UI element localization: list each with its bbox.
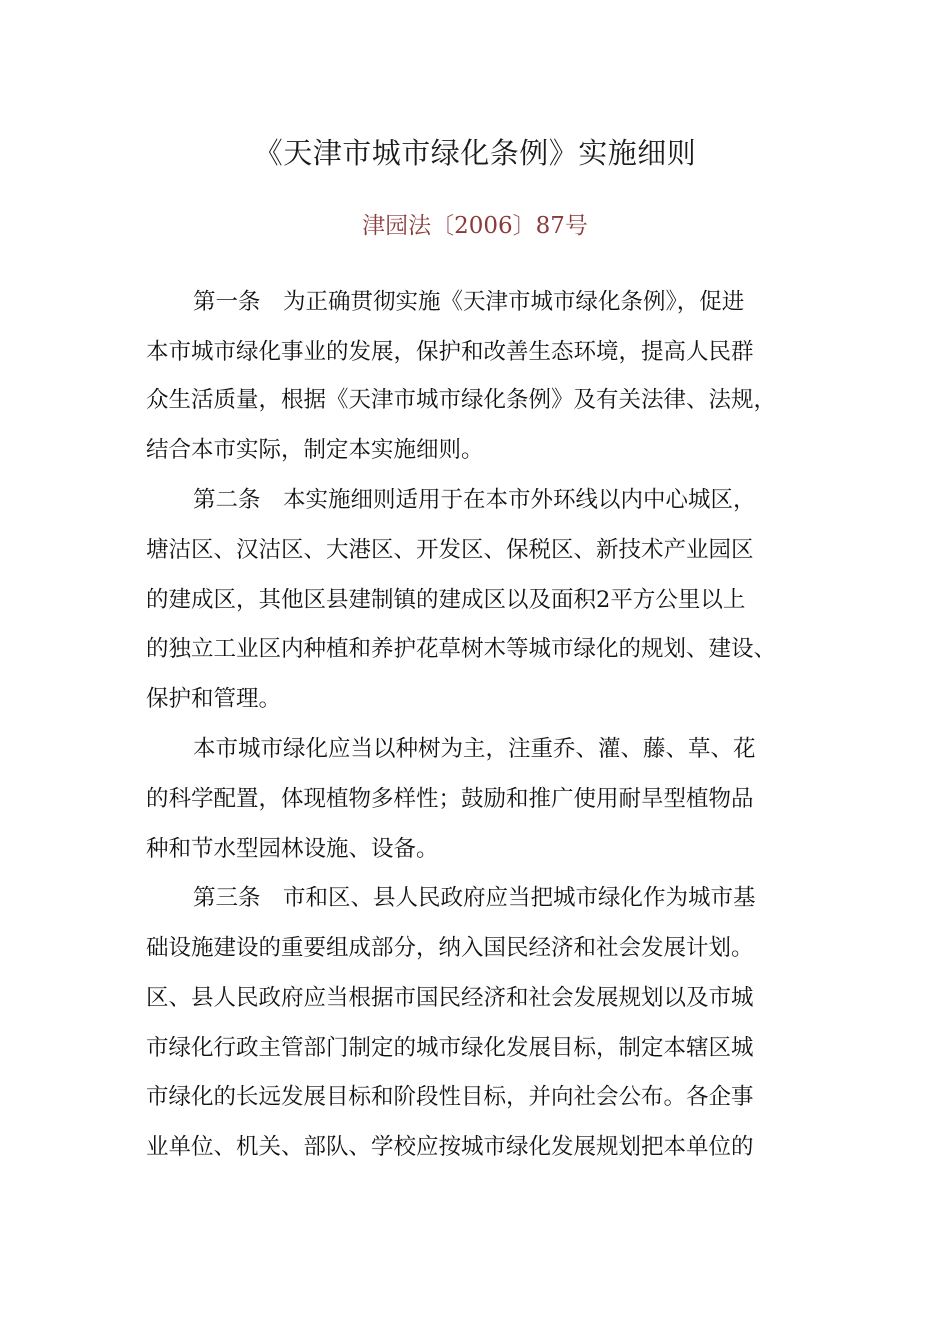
article-2-para-2-line-1: 本市城市绿化应当以种树为主，注重乔、灌、藤、草、花 <box>193 736 756 762</box>
article-1-line-3: 众生活质量，根据《天津市城市绿化条例》及有关法律、法规， <box>146 387 777 413</box>
article-3-line-5: 市绿化的长远发展目标和阶段性目标，并向社会公布。各企事 <box>146 1084 754 1110</box>
article-2-para-2-line-2: 的科学配置，体现植物多样性；鼓励和推广使用耐旱型植物品 <box>146 786 754 812</box>
article-3-line-3: 区、县人民政府应当根据市国民经济和社会发展规划以及市城 <box>146 985 754 1011</box>
article-2-line-5: 保护和管理。 <box>146 686 282 712</box>
article-3-line-1: 第三条 市和区、县人民政府应当把城市绿化作为城市基 <box>193 885 756 911</box>
article-3-line-2: 础设施建设的重要组成部分，纳入国民经济和社会发展计划。 <box>146 935 754 961</box>
document-title: 《天津市城市绿化条例》实施细则 <box>253 136 697 170</box>
article-2-line-3: 的建成区，其他区县建制镇的建成区以及面积2平方公里以上 <box>146 587 746 613</box>
article-1-line-2: 本市城市绿化事业的发展，保护和改善生态环境，提高人民群 <box>146 339 754 365</box>
article-2-line-2: 塘沽区、汉沽区、大港区、开发区、保税区、新技术产业园区 <box>146 537 754 563</box>
article-2-para-2-line-3: 种和节水型园林设施、设备。 <box>146 836 439 862</box>
document-number: 津园法〔2006〕87号 <box>362 213 588 239</box>
article-1-line-4: 结合本市实际，制定本实施细则。 <box>146 437 484 463</box>
article-3-line-4: 市绿化行政主管部门制定的城市绿化发展目标，制定本辖区城 <box>146 1035 754 1061</box>
article-3-line-6: 业单位、机关、部队、学校应按城市绿化发展规划把本单位的 <box>146 1134 754 1160</box>
article-1-line-1: 第一条 为正确贯彻实施《天津市城市绿化条例》，促进 <box>193 289 745 315</box>
article-2-line-4: 的独立工业区内种植和养护花草树木等城市绿化的规划、建设、 <box>146 636 777 662</box>
article-2-line-1: 第二条 本实施细则适用于在本市外环线以内中心城区， <box>193 487 756 513</box>
